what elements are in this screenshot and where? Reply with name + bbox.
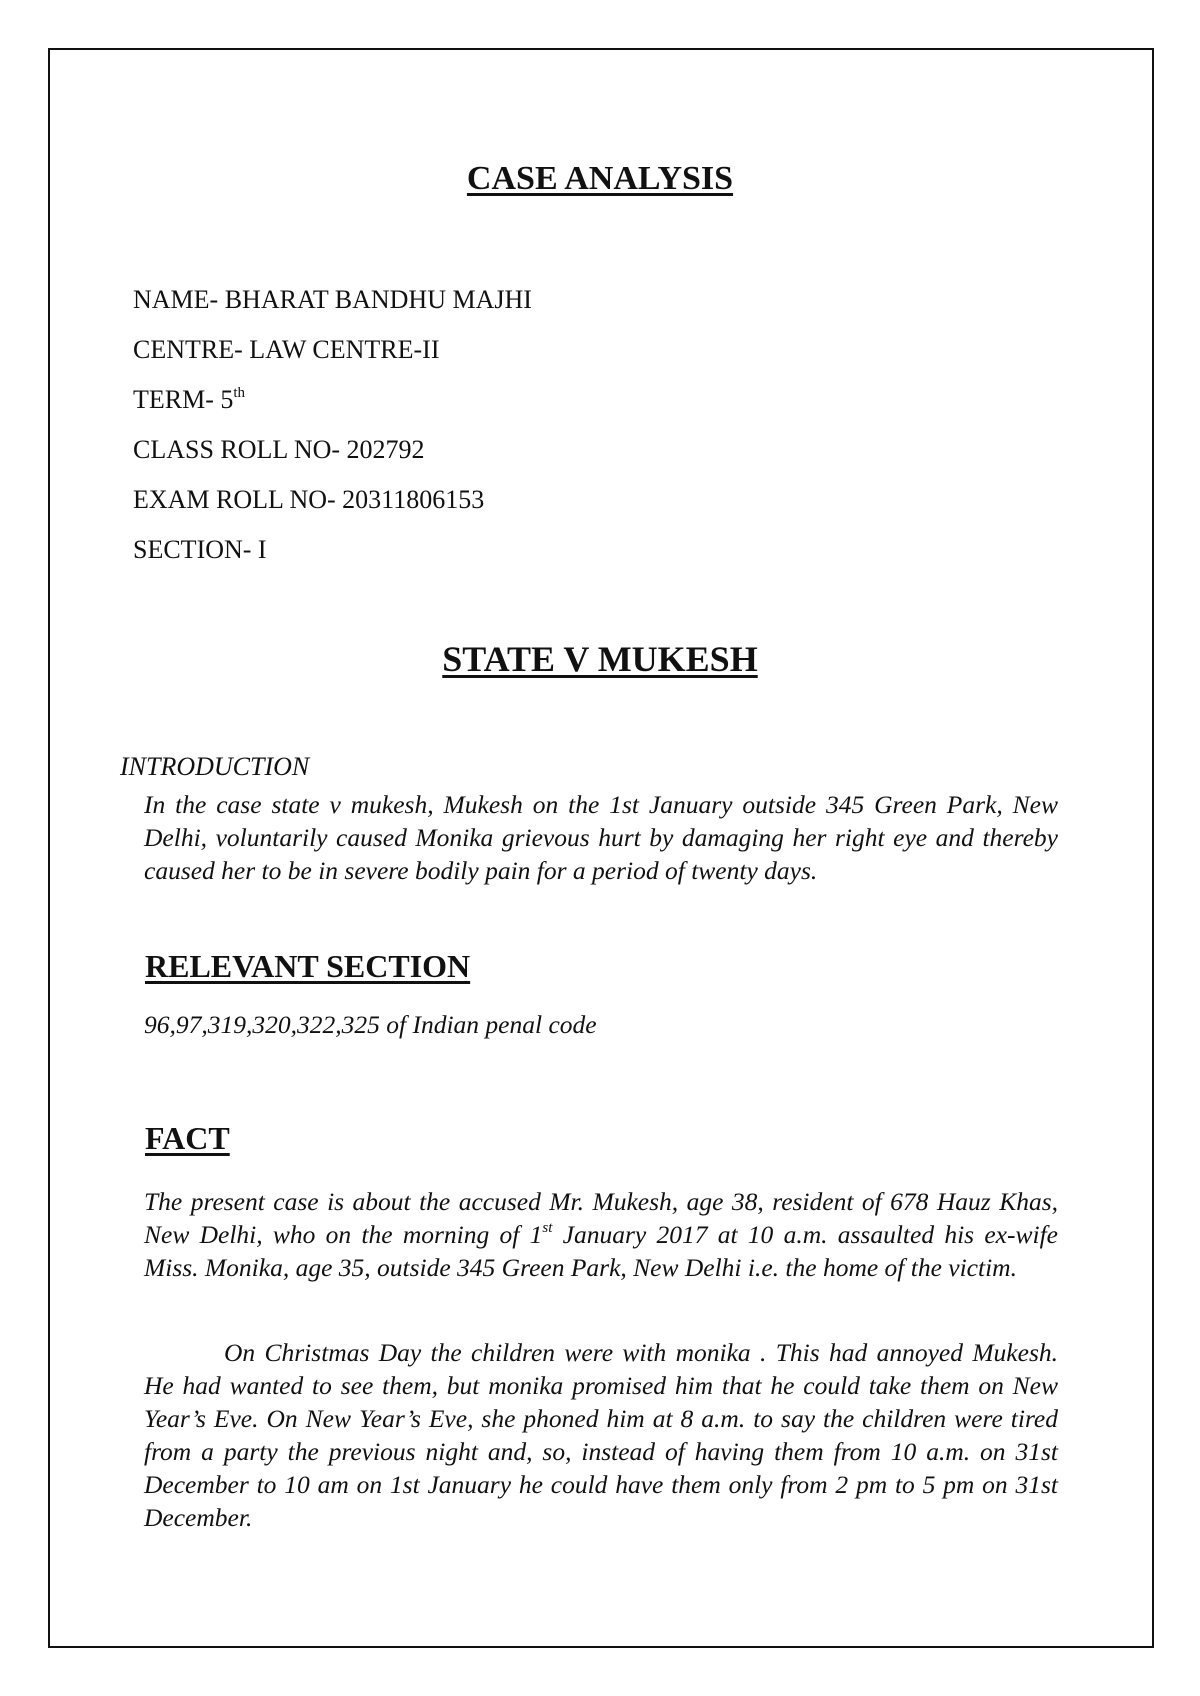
case-title: STATE V MUKESH [442,639,758,679]
exam-roll-number: EXAM ROLL NO- 20311806153 [133,485,485,514]
student-centre: CENTRE- LAW CENTRE-II [133,335,440,364]
fact-p1-end: January 2017 at 10 a.m. assaulted his ex-wife Miss. Monika, age 35, outside 345 Green Park, New Delhi i.e. the home of the victim. [144,1220,1058,1282]
fact-heading: FACT [145,1120,230,1156]
introduction-heading: INTRODUCTION [120,752,310,781]
term-text: TERM- 5 [133,385,234,414]
student-term [133,385,532,435]
term-superscript: th [233,385,246,401]
fact-paragraph-2: On Christmas Day the children were with monika . This had annoyed Mukesh. He had wanted to see them, but monika promised him that he could take them on New Year’s Eve. On New Year’s Eve, she phoned him at 8 a.m. to say the children were tired from a party the previous night and, so, instead of having them from 10 a.m. on 31st December to 10 am on 1st January he could have them only from 2 pm to 5 pm on 31st December. [144,1338,1058,1532]
introduction-text: In the case state v mukesh, Mukesh on the 1st January outside 345 Green Park, New Delhi, voluntarily caused Monika grievous hurt by damaging her right eye and thereby caused her to be in severe bodily pain for a period of twenty days. [144,790,1058,885]
fact-p1-start: The present case is about the accused Mr. Mukesh, age 38, resident of 678 Hauz Khas, New Delhi, who on the morning of 1 [144,1187,1058,1249]
student-info [133,285,532,585]
student-section: SECTION- I [133,535,267,564]
class-roll-number: CLASS ROLL NO- 202792 [133,435,425,464]
relevant-section-text: 96,97,319,320,322,325 of Indian penal code [144,1010,597,1039]
document-title: CASE ANALYSIS [466,160,734,197]
fact-p1-superscript: st [542,1220,553,1236]
fact-paragraph-1 [144,1185,1058,1284]
student-name: NAME- BHARAT BANDHU MAJHI [133,285,532,314]
relevant-section-heading: RELEVANT SECTION [145,948,471,984]
